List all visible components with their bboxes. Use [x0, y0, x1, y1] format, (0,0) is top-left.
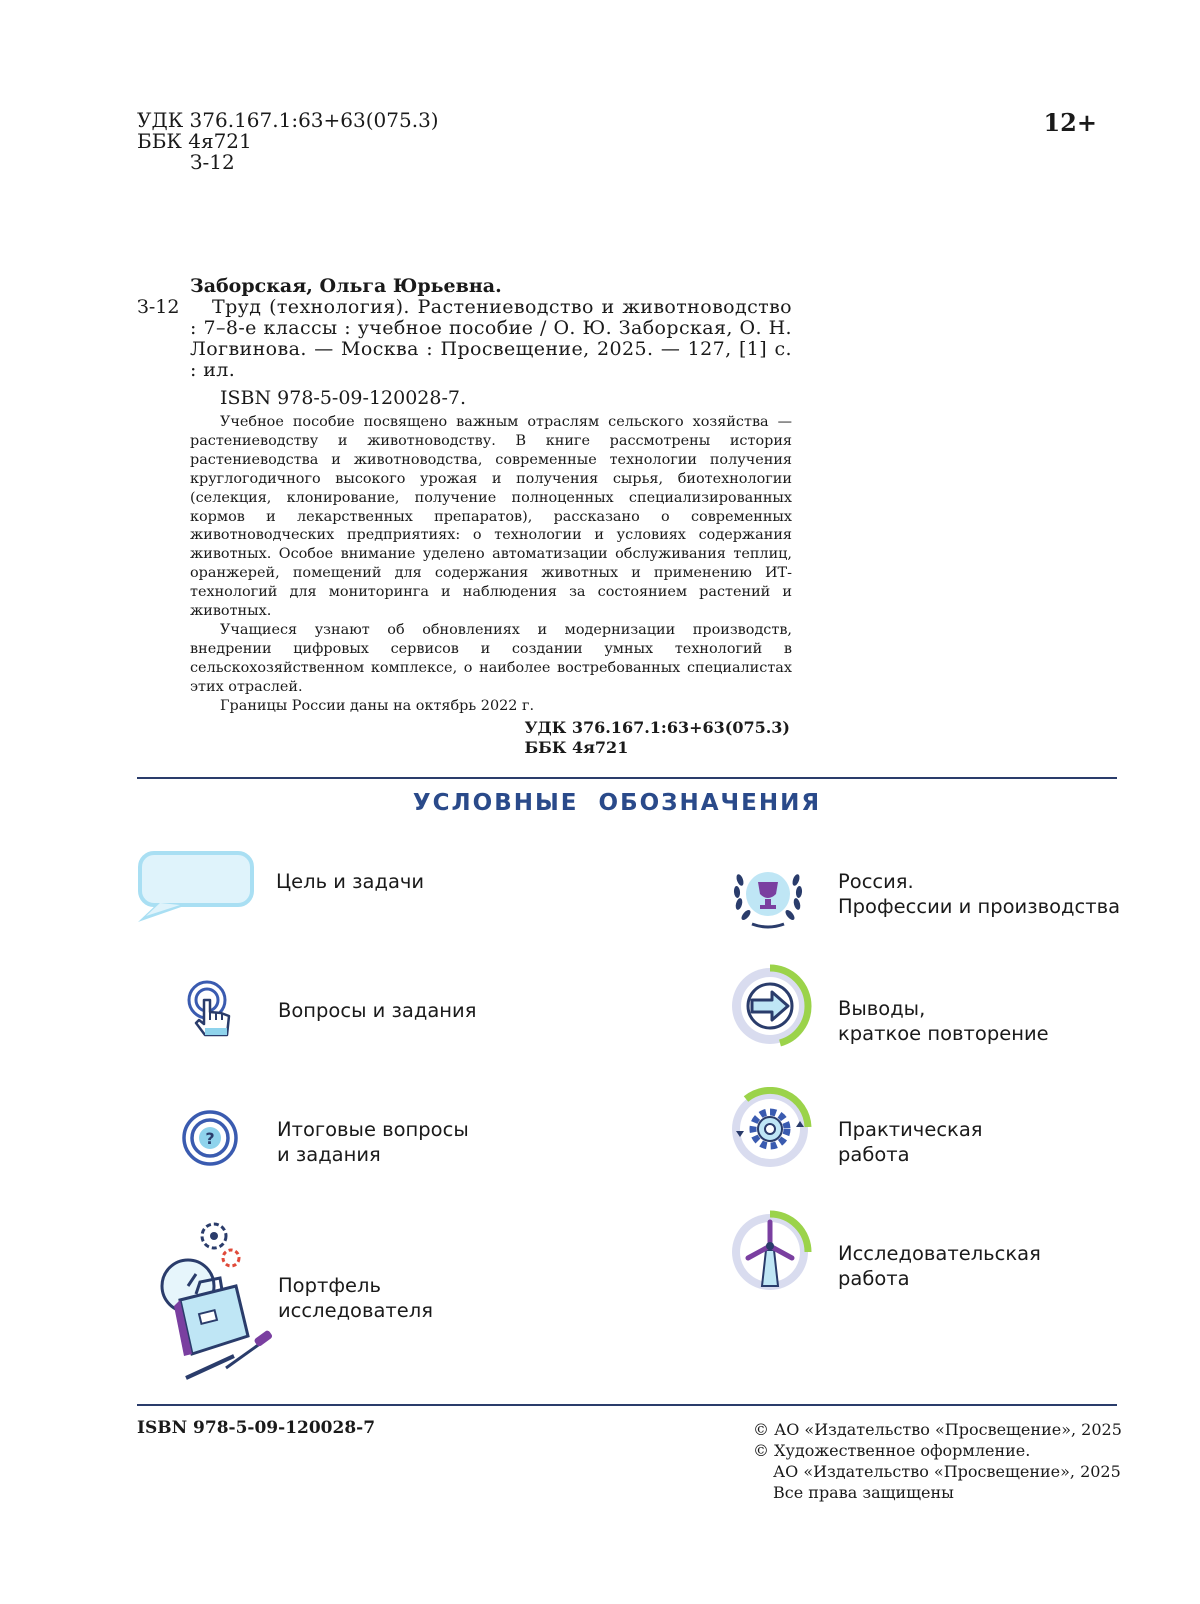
legend-label: Исследовательская	[838, 1242, 1041, 1265]
legend-item-final-questions	[277, 1117, 469, 1167]
gear-circle-icon	[728, 1087, 812, 1171]
legend-item-russia	[838, 869, 1120, 919]
bbk-code: ББК 4я721	[137, 129, 252, 153]
speech-bubble-icon	[136, 850, 256, 926]
legend-item-questions	[278, 998, 476, 1023]
legend-item-practical	[838, 1117, 983, 1167]
udk-code: УДК 376.167.1:63+63(075.3)	[137, 108, 439, 132]
legend-label: Выводы,	[838, 997, 926, 1020]
legend-label: Итоговые вопросы	[277, 1118, 469, 1141]
card-title-block	[137, 297, 792, 381]
question-circle-icon	[182, 1110, 238, 1166]
legend-title: УСЛОВНЫЕ ОБОЗНАЧЕНИЯ	[412, 790, 822, 816]
copyright-line: АО «Издательство «Просвещение», 2025	[773, 1462, 1121, 1481]
legend-label: работа	[838, 1143, 910, 1166]
card-bbk: ББК 4я721	[524, 737, 629, 757]
touch-hand-icon	[187, 980, 235, 1040]
svg-text:?: ?	[205, 1129, 215, 1148]
abstract-paragraph: Учебное пособие посвящено важным отраслям сельского хозяйства — растениеводству и животноводству. В книге рассмотрены история растениеводства и животноводства, современные технологии получения круглогодичного высокого урожая и получения сырья, биотехнологии (селекция, клонирование, получение полноценных специализированных кормов и лекарственных препаратов), рассказано о современных животноводческих предприятиях: о технологии и условиях содержания животных. Особое внимание уделено автоматизации обслуживания теплиц, оранжерей, помещений для содержания животных и применению ИТ-технологий для мониторинга и наблюдения за состоянием растений и животных.	[190, 414, 792, 620]
legend-label: исследователя	[278, 1299, 433, 1322]
arrow-circle-icon	[728, 964, 812, 1048]
legend-label: Цель и задачи	[276, 870, 425, 893]
briefcase-tools-icon	[156, 1216, 280, 1384]
wind-turbine-icon	[728, 1210, 812, 1294]
copyright-line: © АО «Издательство «Просвещение», 2025	[753, 1420, 1122, 1439]
legend-label: работа	[838, 1267, 910, 1290]
laurel-trophy-icon	[730, 862, 806, 934]
legend-label: Практическая	[838, 1118, 983, 1141]
legend-label: и задания	[277, 1143, 381, 1166]
catalog-card	[137, 275, 792, 758]
card-title: Труд (технология). Растениеводство и животноводство : 7–8-е классы : учебное пособие / О. Ю. Заборская, О. Н. Логвинова. — Москва : Просвещение, 2025. — 127, [1] с. : ил.	[190, 296, 792, 381]
footer-isbn: ISBN 978-5-09-120028-7	[137, 1418, 376, 1438]
legend-item-research	[838, 1241, 1041, 1291]
legend-item-portfolio	[278, 1273, 433, 1323]
card-code: З-12	[137, 296, 180, 318]
legend-label: Россия.	[838, 870, 914, 893]
top-codes	[137, 110, 439, 173]
age-rating: 12+	[1043, 108, 1097, 137]
copyright-line: Все права защищены	[773, 1483, 954, 1502]
author-mark: З-12	[190, 150, 235, 174]
legend-item-conclusions	[838, 996, 1049, 1046]
top-divider	[137, 777, 1117, 779]
legend-label: Профессии и производства	[838, 895, 1121, 918]
abstract-paragraph: Учащиеся узнают об обновлениях и модернизации производств, внедрении цифровых сервисов и создании умных технологий в сельскохозяйственном комплексе, о наиболее востребованных специалистах этих отраслей.	[190, 621, 792, 695]
copyright-line: © Художественное оформление.	[753, 1441, 1031, 1460]
legend-item-goals	[276, 869, 424, 894]
bottom-divider	[137, 1404, 1117, 1406]
legend-label: краткое повторение	[838, 1022, 1049, 1045]
card-udk: УДК 376.167.1:63+63(075.3)	[524, 717, 790, 737]
copyright-block	[753, 1419, 1122, 1503]
card-codes	[137, 718, 792, 758]
card-abstract	[137, 413, 792, 716]
card-author: Заборская, Ольга Юрьевна.	[190, 275, 502, 297]
card-isbn: ISBN 978-5-09-120028-7.	[220, 387, 467, 409]
legend-label: Портфель	[278, 1274, 381, 1297]
legend-label: Вопросы и задания	[278, 999, 477, 1022]
abstract-paragraph: Границы России даны на октябрь 2022 г.	[220, 697, 535, 714]
